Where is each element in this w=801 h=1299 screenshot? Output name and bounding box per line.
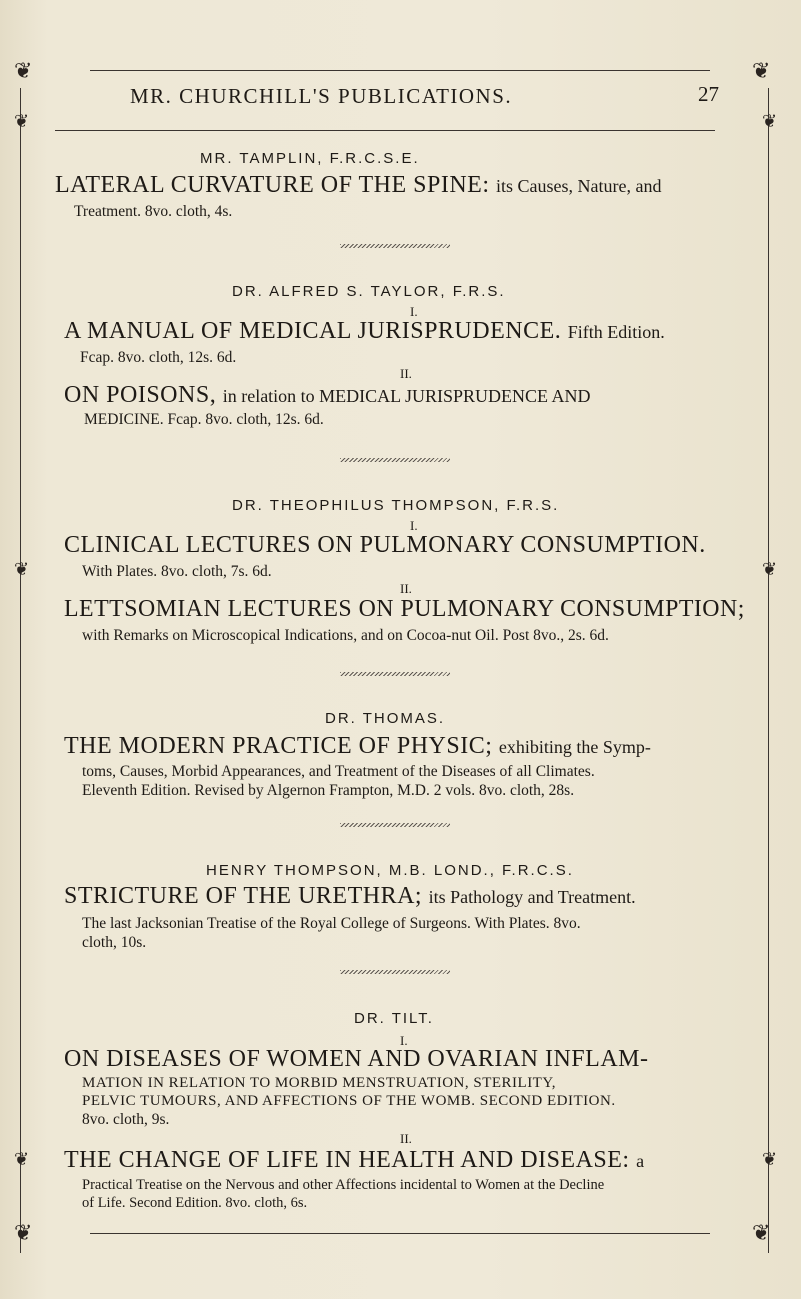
author-heading: DR. THOMAS.	[325, 710, 446, 727]
top-rule	[90, 70, 710, 71]
author-heading: HENRY THOMPSON, M.B. LOND., F.R.C.S.	[206, 862, 574, 879]
work-details: cloth, 10s.	[82, 934, 147, 951]
work-title	[64, 318, 665, 345]
author-heading: DR. TILT.	[354, 1010, 434, 1027]
top-left-ornament-icon: ❦	[14, 58, 33, 83]
author-heading: MR. TAMPLIN, F.R.C.S.E.	[200, 150, 420, 167]
side-ornament-icon: ❦	[14, 1149, 30, 1169]
work-title	[64, 382, 591, 409]
section-divider	[340, 244, 450, 248]
work-details: With Plates. 8vo. cloth, 7s. 6d.	[82, 563, 272, 580]
right-border-line	[768, 88, 769, 1253]
work-details: with Remarks on Microscopical Indications, and on Cocoa-nut Oil. Post 8vo., 2s. 6d.	[82, 627, 609, 644]
work-details: 8vo. cloth, 9s.	[82, 1111, 170, 1128]
work-title	[64, 733, 651, 760]
side-ornament-icon: ❦	[14, 111, 30, 131]
section-divider	[340, 823, 450, 827]
top-right-ornament-icon: ❦	[752, 58, 771, 83]
work-numeral: I.	[410, 518, 418, 533]
work-details: The last Jacksonian Treatise of the Royal College of Surgeons. With Plates. 8vo.	[82, 915, 581, 932]
work-details: Eleventh Edition. Revised by Algernon Frampton, M.D. 2 vols. 8vo. cloth, 28s.	[82, 782, 575, 799]
work-numeral: I.	[400, 1033, 408, 1048]
work-details: Fcap. 8vo. cloth, 12s. 6d.	[80, 349, 237, 366]
bottom-right-ornament-icon: ❦	[752, 1220, 771, 1245]
work-numeral: I.	[410, 304, 418, 319]
title-continuation: in relation to MEDICAL JURISPRUDENCE AND	[222, 386, 591, 406]
title-main: ON POISONS,	[64, 382, 217, 408]
work-title	[64, 1046, 648, 1073]
author-heading: DR. ALFRED S. TAYLOR, F.R.S.	[232, 283, 506, 300]
title-main: THE CHANGE OF LIFE IN HEALTH AND DISEASE:	[64, 1147, 630, 1173]
title-main: CLINICAL LECTURES ON PULMONARY CONSUMPTION.	[64, 532, 706, 558]
author-heading: DR. THEOPHILUS THOMPSON, F.R.S.	[232, 497, 560, 514]
title-main: STRICTURE OF THE URETHRA;	[64, 883, 423, 909]
title-continuation: Fifth Edition.	[567, 322, 665, 342]
title-continuation: its Causes, Nature, and	[496, 176, 662, 196]
work-details: Practical Treatise on the Nervous and other Affections incidental to Women at the Decline	[82, 1177, 605, 1193]
work-numeral: II.	[400, 581, 412, 596]
work-title	[64, 1147, 644, 1174]
title-continuation: exhibiting the Symp-	[498, 737, 651, 757]
side-ornament-icon: ❦	[14, 559, 30, 579]
header-underline	[55, 130, 715, 131]
work-details: PELVIC TUMOURS, AND AFFECTIONS OF THE WOMB. SECOND EDITION.	[82, 1093, 616, 1109]
title-continuation: a	[636, 1151, 645, 1171]
side-ornament-icon: ❦	[762, 111, 778, 131]
work-numeral: II.	[400, 1131, 412, 1146]
work-details: MATION IN RELATION TO MORBID MENSTRUATION, STERILITY,	[82, 1075, 556, 1091]
work-title	[55, 172, 661, 199]
section-divider	[340, 970, 450, 974]
section-divider	[340, 458, 450, 462]
side-ornament-icon: ❦	[762, 559, 778, 579]
left-border-line	[20, 88, 21, 1253]
section-divider	[340, 672, 450, 676]
work-title	[64, 596, 745, 623]
work-details: toms, Causes, Morbid Appearances, and Treatment of the Diseases of all Climates.	[82, 763, 595, 780]
work-details: MEDICINE. Fcap. 8vo. cloth, 12s. 6d.	[84, 411, 324, 428]
work-details: Treatment. 8vo. cloth, 4s.	[74, 203, 233, 220]
page-number: 27	[698, 82, 719, 106]
title-main: ON DISEASES OF WOMEN AND OVARIAN INFLAM-	[64, 1046, 649, 1072]
title-main: LATERAL CURVATURE OF THE SPINE:	[55, 172, 490, 198]
side-ornament-icon: ❦	[762, 1149, 778, 1169]
work-details: of Life. Second Edition. 8vo. cloth, 6s.	[82, 1195, 308, 1211]
work-title	[64, 883, 636, 910]
running-head: MR. CHURCHILL'S PUBLICATIONS.	[130, 84, 513, 108]
bottom-rule	[90, 1233, 710, 1234]
bottom-left-ornament-icon: ❦	[14, 1220, 33, 1245]
title-main: A MANUAL OF MEDICAL JURISPRUDENCE.	[64, 318, 562, 344]
work-title	[64, 532, 706, 559]
title-continuation: its Pathology and Treatment.	[428, 887, 636, 907]
title-main: LETTSOMIAN LECTURES ON PULMONARY CONSUMPTION;	[64, 596, 745, 622]
work-numeral: II.	[400, 366, 412, 381]
title-main: THE MODERN PRACTICE OF PHYSIC;	[64, 733, 493, 759]
